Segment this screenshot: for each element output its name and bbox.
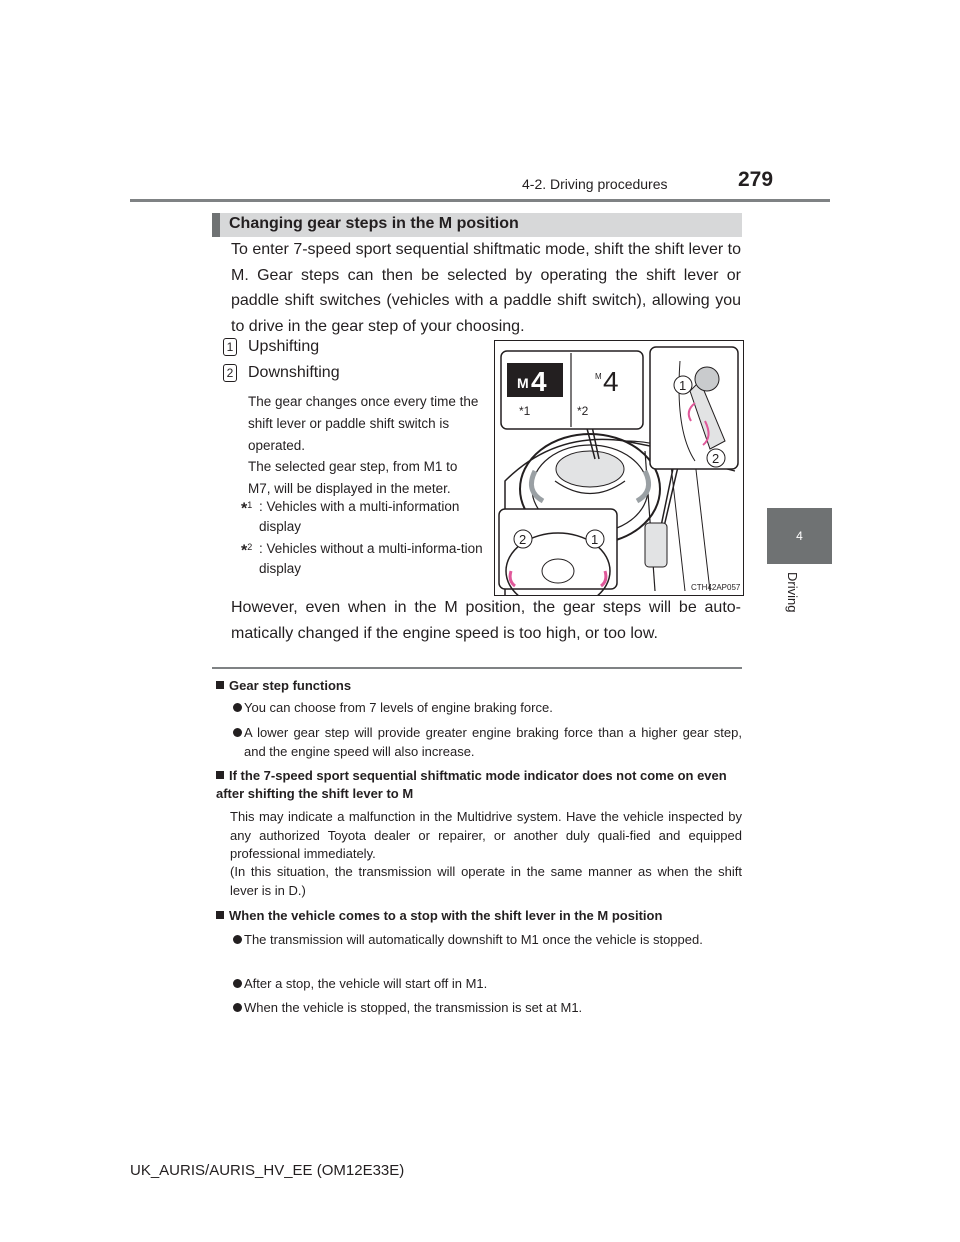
bullet-dot-icon bbox=[233, 979, 242, 988]
footnote-1-sup: 1 bbox=[247, 500, 253, 510]
indicator-body-1: This may indicate a malfunction in the Multidrive system. Have the vehicle inspected by any authorized Toyota dealer or repairer, or another duly quali-fied and equipped professional immediately. bbox=[230, 809, 742, 861]
bullet-text: The transmission will automatically downshift to M1 once the vehicle is stopped. bbox=[244, 932, 703, 947]
footnote-1-text: : Vehicles with a multi-information display bbox=[259, 499, 460, 534]
footer-doc-code: UK_AURIS/AURIS_HV_EE (OM12E33E) bbox=[130, 1162, 405, 1179]
footnote-2-star: * bbox=[241, 542, 248, 560]
indicator-body-2: (In this situation, the transmission will operate in the same manner as when the shift lever is in D.) bbox=[230, 864, 742, 898]
footnote-2-text: : Vehicles without a multi-informa-tion display bbox=[259, 541, 483, 576]
callout-2-lever: 2 bbox=[712, 451, 720, 466]
header-section-title: 4-2. Driving procedures bbox=[522, 176, 668, 192]
display-1-m: M bbox=[517, 375, 529, 391]
heading-bar bbox=[212, 213, 220, 237]
step-label-upshifting: Upshifting bbox=[248, 338, 320, 355]
callout-2-paddle: 2 bbox=[519, 532, 527, 547]
bullet-text: A lower gear step will provide greater engine braking force than a higher gear step, and the engine speed will also increase. bbox=[244, 725, 742, 759]
footnote-1-star: * bbox=[241, 500, 248, 518]
chapter-label-text: Driving bbox=[785, 572, 800, 613]
square-bullet-icon bbox=[216, 911, 224, 919]
chapter-label bbox=[784, 572, 800, 622]
bullet-dot-icon bbox=[233, 703, 242, 712]
bullet-dot-icon bbox=[233, 728, 242, 737]
step-number-1: 1 bbox=[223, 338, 237, 356]
stop-title bbox=[216, 907, 746, 925]
display-2-gear: 4 bbox=[603, 366, 619, 397]
gear-functions-title bbox=[216, 677, 746, 695]
stop-title-text: When the vehicle comes to a stop with the shift lever in the M position bbox=[229, 908, 663, 923]
stop-bullet-1 bbox=[233, 930, 742, 949]
intro-paragraph: To enter 7-speed sport sequential shiftmatic mode, shift the shift lever to M. Gear steps can then be selected by operating the shift lever or paddle shift switches (vehicles with a paddle shift switch), allowing you to drive in the gear step of your choosing. bbox=[231, 241, 741, 335]
star-2-label: *2 bbox=[577, 404, 589, 418]
bullet-dot-icon bbox=[233, 1003, 242, 1012]
section-heading-text: Changing gear steps in the M position bbox=[229, 215, 519, 232]
display-2-m: M bbox=[595, 372, 602, 381]
gear-functions-bullet-2 bbox=[233, 723, 742, 761]
note-gear-change: The gear changes once every time the shift lever or paddle shift switch is operated. bbox=[248, 394, 479, 453]
shift-lever-illustration bbox=[494, 340, 744, 596]
gear-functions-bullet-1 bbox=[233, 698, 742, 717]
square-bullet-icon bbox=[216, 681, 224, 689]
square-bullet-icon bbox=[216, 771, 224, 779]
gear-functions-title-text: Gear step functions bbox=[229, 678, 352, 693]
callout-1-paddle: 1 bbox=[591, 532, 599, 547]
however-paragraph: However, even when in the M position, the gear steps will be auto-matically changed if the engine speed is too high, or too low. bbox=[231, 599, 741, 642]
step-number-2: 2 bbox=[223, 364, 237, 382]
callout-1-lever: 1 bbox=[679, 378, 687, 393]
stop-bullet-3 bbox=[233, 998, 742, 1017]
bullet-text: After a stop, the vehicle will start off in M1. bbox=[244, 976, 488, 991]
indicator-title bbox=[216, 767, 746, 803]
illustration-svg bbox=[495, 341, 743, 595]
illustration-code: CTH42AP057 bbox=[691, 583, 741, 592]
bullet-text: You can choose from 7 levels of engine braking force. bbox=[244, 700, 553, 715]
step-label-downshifting: Downshifting bbox=[248, 364, 340, 381]
note-display: The selected gear step, from M1 to M7, will be displayed in the meter. bbox=[248, 459, 458, 496]
header-rule bbox=[130, 199, 830, 202]
footnote-2-mark bbox=[241, 536, 252, 563]
footnote-2-sup: 2 bbox=[247, 542, 253, 552]
stop-bullet-2 bbox=[233, 974, 742, 993]
page-number: 279 bbox=[738, 168, 774, 191]
display-1-gear: 4 bbox=[531, 366, 547, 397]
section-divider bbox=[212, 667, 742, 669]
bullet-text: When the vehicle is stopped, the transmission is set at M1. bbox=[244, 1000, 583, 1015]
footnote-1-mark bbox=[241, 494, 252, 521]
section-heading bbox=[212, 213, 742, 237]
bullet-dot-icon bbox=[233, 935, 242, 944]
star-1-label: *1 bbox=[519, 404, 531, 418]
indicator-title-text: If the 7-speed sport sequential shiftmatic mode indicator does not come on even after shifting the shift lever to M bbox=[216, 768, 727, 801]
chapter-tab: 4 bbox=[767, 508, 832, 564]
